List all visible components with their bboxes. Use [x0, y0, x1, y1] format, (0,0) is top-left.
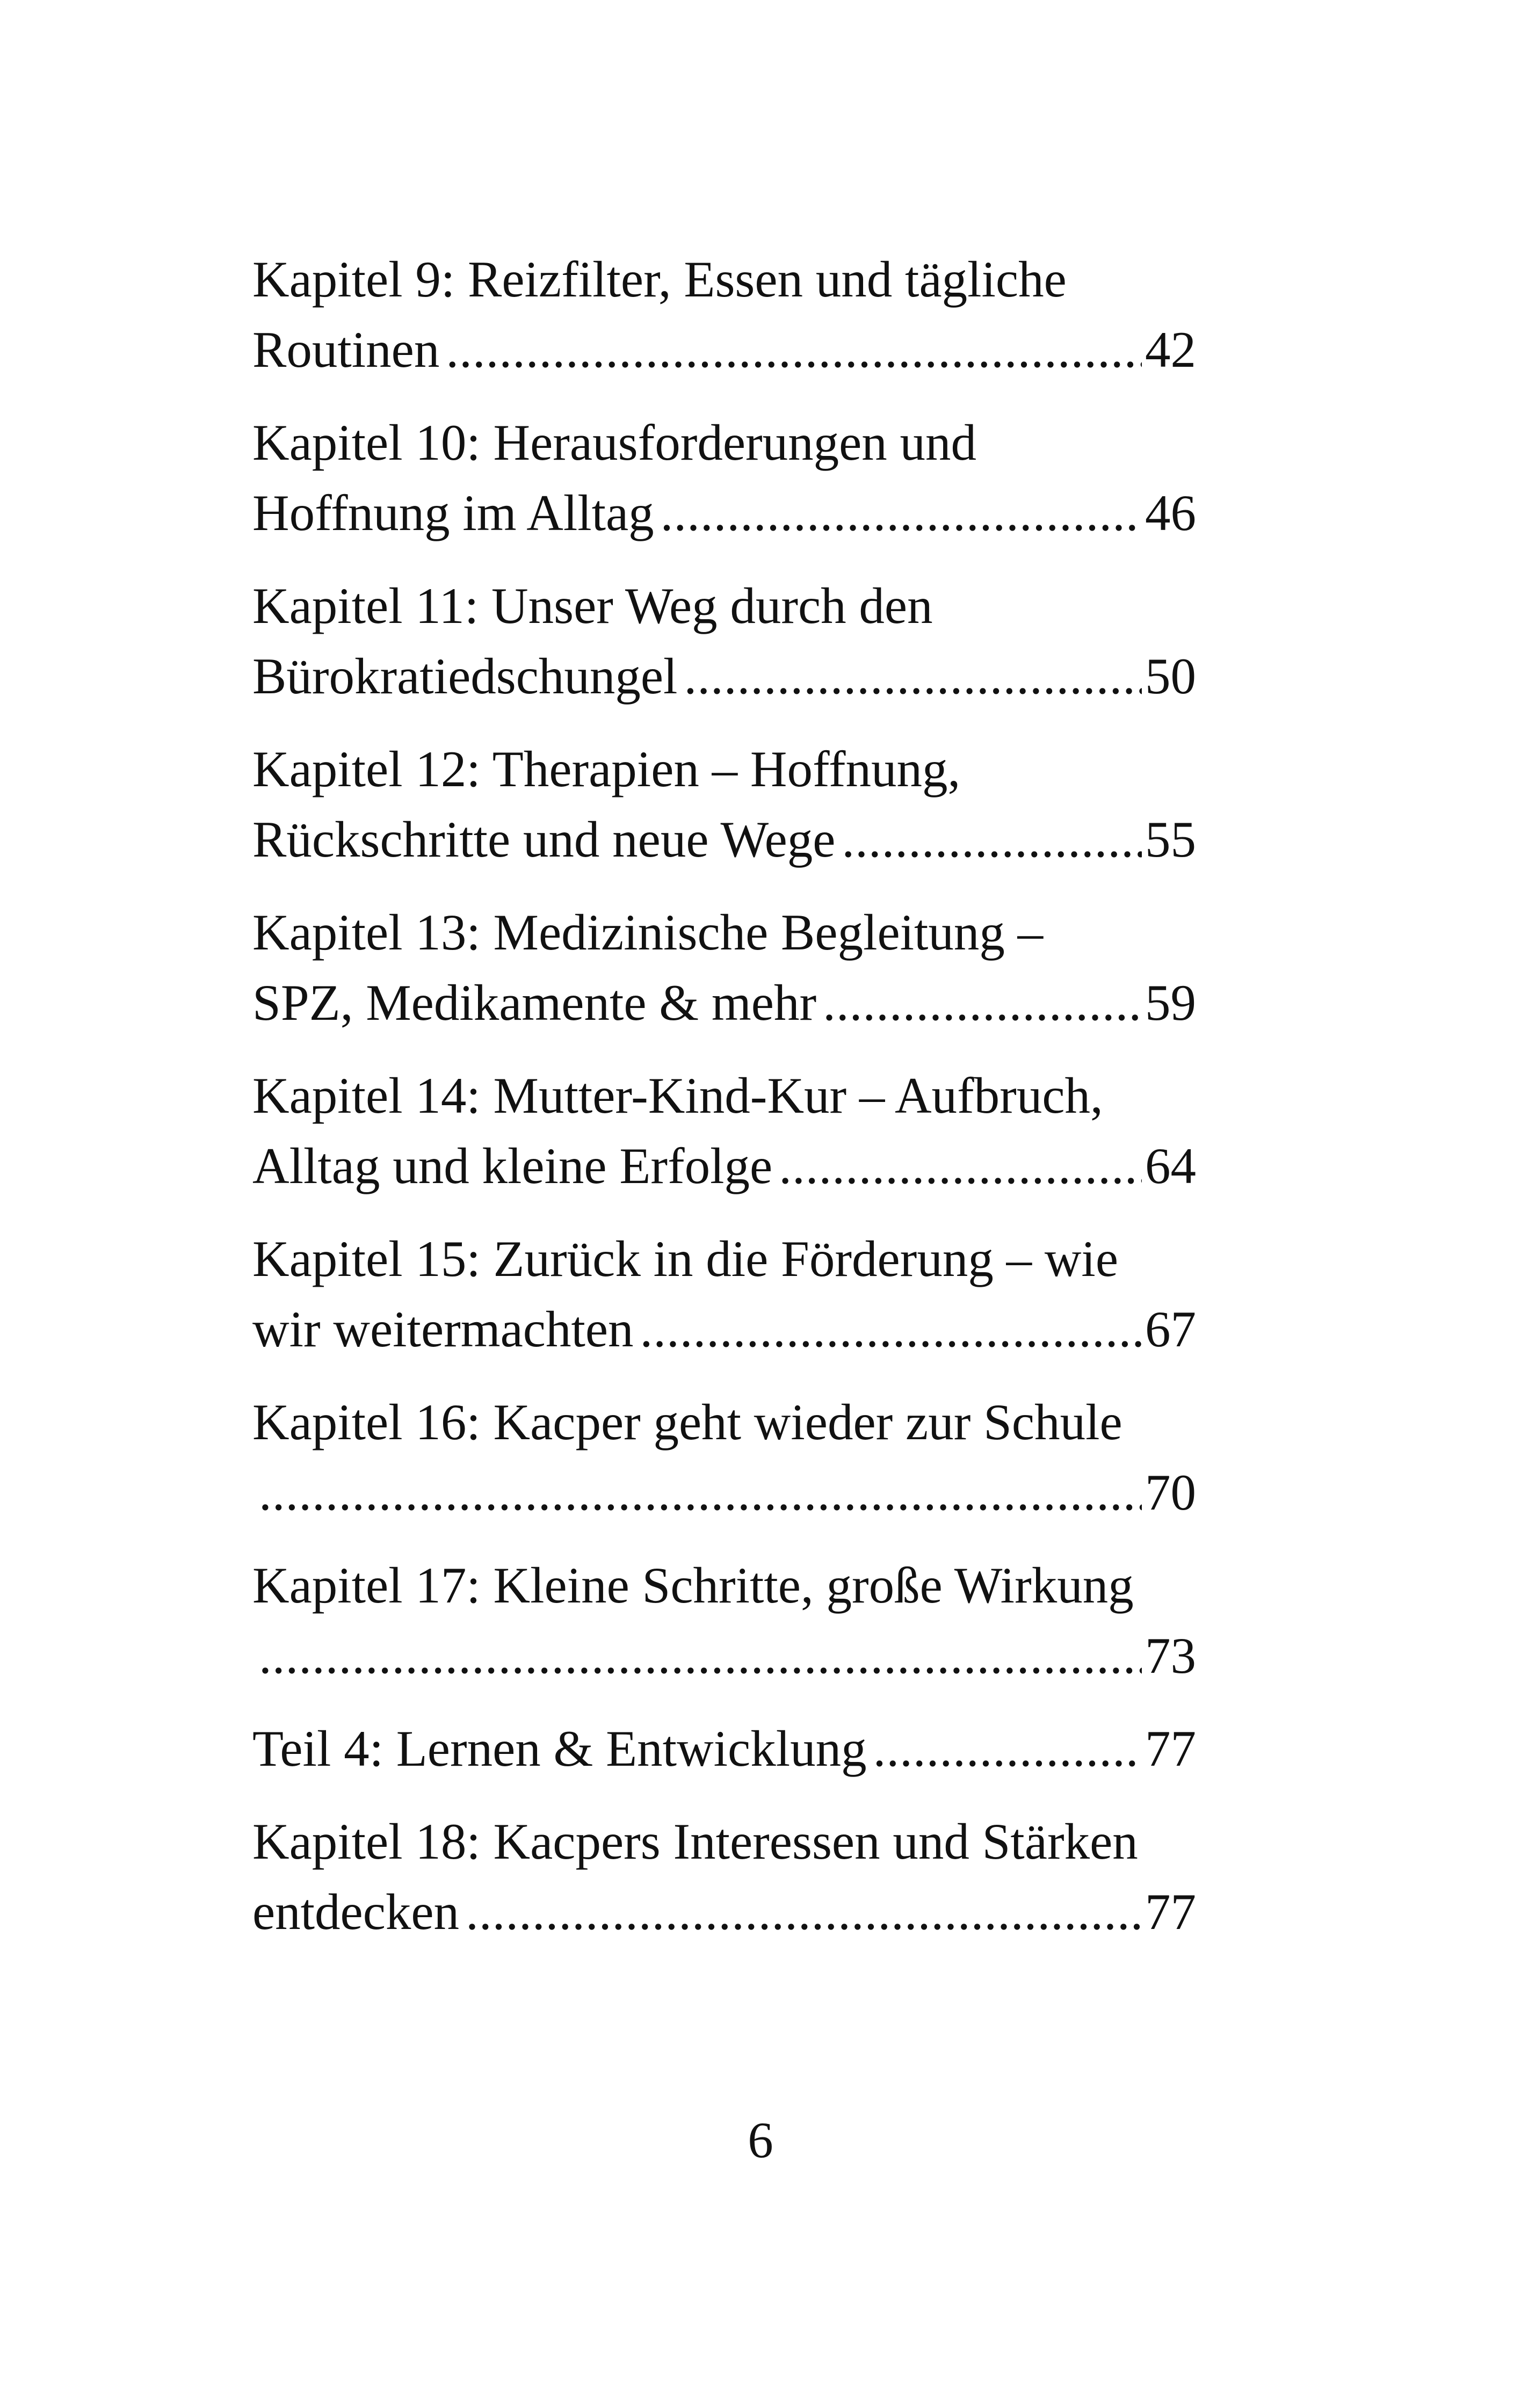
toc-entry-title-line-1: Kapitel 17: Kleine Schritte, große Wirkung [252, 1557, 1134, 1614]
toc-entry-title-rest: Hoffnung im Alltag [252, 484, 654, 541]
toc-page-number: 50 [1145, 648, 1196, 705]
toc-entry[interactable] [252, 1550, 1196, 1691]
toc-entry[interactable] [252, 1061, 1196, 1201]
toc-entry[interactable] [252, 571, 1196, 712]
table-of-contents [252, 244, 1196, 1970]
toc-entry-title-rest: wir weitermachten [252, 1301, 634, 1358]
toc-entry[interactable] [252, 1224, 1196, 1365]
toc-entry-title-line-2 [252, 968, 1196, 1038]
toc-entry[interactable] [252, 244, 1196, 385]
toc-leader-dots [873, 1714, 1142, 1784]
toc-entry[interactable] [252, 734, 1196, 875]
toc-entry[interactable] [252, 1387, 1196, 1528]
toc-entry-title-rest: entdecken [252, 1883, 460, 1940]
toc-entry-title-line-1 [252, 1714, 1196, 1784]
toc-entry-title-rest: SPZ, Medikamente & mehr [252, 974, 817, 1031]
toc-entry-title-line-1: Kapitel 16: Kacper geht wieder zur Schule [252, 1394, 1122, 1450]
toc-entry-title-line-2 [252, 1131, 1196, 1201]
toc-entry-title-line-2 [252, 1457, 1196, 1528]
toc-leader-dots [684, 641, 1142, 712]
page-number: 6 [748, 2112, 773, 2168]
toc-leader-dots [661, 478, 1142, 548]
toc-entry-title-rest: Routinen [252, 321, 440, 378]
toc-entry-title-line-1: Kapitel 11: Unser Weg durch den [252, 577, 933, 634]
toc-entry-title-line-1: Kapitel 10: Herausforderungen und [252, 414, 977, 471]
toc-page-number: 42 [1145, 321, 1196, 378]
toc-page-number: 73 [1145, 1627, 1196, 1684]
toc-page-number: 77 [1145, 1720, 1196, 1777]
toc-leader-dots [259, 1457, 1142, 1528]
toc-entry[interactable] [252, 408, 1196, 548]
toc-entry-title-line-1: Kapitel 13: Medizinische Begleitung – [252, 904, 1044, 961]
toc-entry-title-rest: Rückschritte und neue Wege [252, 811, 836, 868]
toc-entry[interactable] [252, 897, 1196, 1038]
toc-leader-dots [446, 315, 1142, 385]
toc-entry[interactable] [252, 1807, 1196, 1947]
toc-entry-title-line-1: Kapitel 15: Zurück in die Förderung – wie [252, 1230, 1118, 1287]
toc-page-number: 59 [1145, 974, 1196, 1031]
toc-leader-dots [466, 1877, 1142, 1947]
toc-entry-title-line-1: Kapitel 12: Therapien – Hoffnung, [252, 741, 961, 797]
toc-entry-title-line-1: Kapitel 9: Reizfilter, Essen und tägliche [252, 251, 1067, 308]
toc-leader-dots [842, 804, 1142, 875]
toc-entry-title-line-2 [252, 1621, 1196, 1691]
toc-entry-title-line-1: Kapitel 18: Kacpers Interessen und Stärken [252, 1813, 1138, 1870]
toc-leader-dots [640, 1294, 1142, 1365]
toc-leader-dots [823, 968, 1142, 1038]
toc-page-number: 55 [1145, 811, 1196, 868]
toc-entry-title-line-2 [252, 1877, 1196, 1947]
toc-page-number: 67 [1145, 1301, 1196, 1358]
toc-entry-title-rest: Teil 4: Lernen & Entwicklung [252, 1720, 867, 1777]
toc-entry-title-line-2 [252, 804, 1196, 875]
toc-page-number: 46 [1145, 484, 1196, 541]
toc-entry-title-line-2 [252, 1294, 1196, 1365]
toc-entry-title-line-2 [252, 315, 1196, 385]
toc-entry-title-rest: Bürokratiedschungel [252, 648, 678, 705]
toc-page-number: 70 [1145, 1464, 1196, 1521]
toc-leader-dots [259, 1621, 1142, 1691]
toc-entry[interactable] [252, 1714, 1196, 1784]
toc-leader-dots [779, 1131, 1142, 1201]
toc-page-number: 77 [1145, 1883, 1196, 1940]
toc-entry-title-line-1: Kapitel 14: Mutter-Kind-Kur – Aufbruch, [252, 1067, 1103, 1124]
toc-entry-title-rest: Alltag und kleine Erfolge [252, 1137, 773, 1194]
toc-page-number: 64 [1145, 1137, 1196, 1194]
toc-entry-title-line-2 [252, 641, 1196, 712]
toc-entry-title-line-2 [252, 478, 1196, 548]
